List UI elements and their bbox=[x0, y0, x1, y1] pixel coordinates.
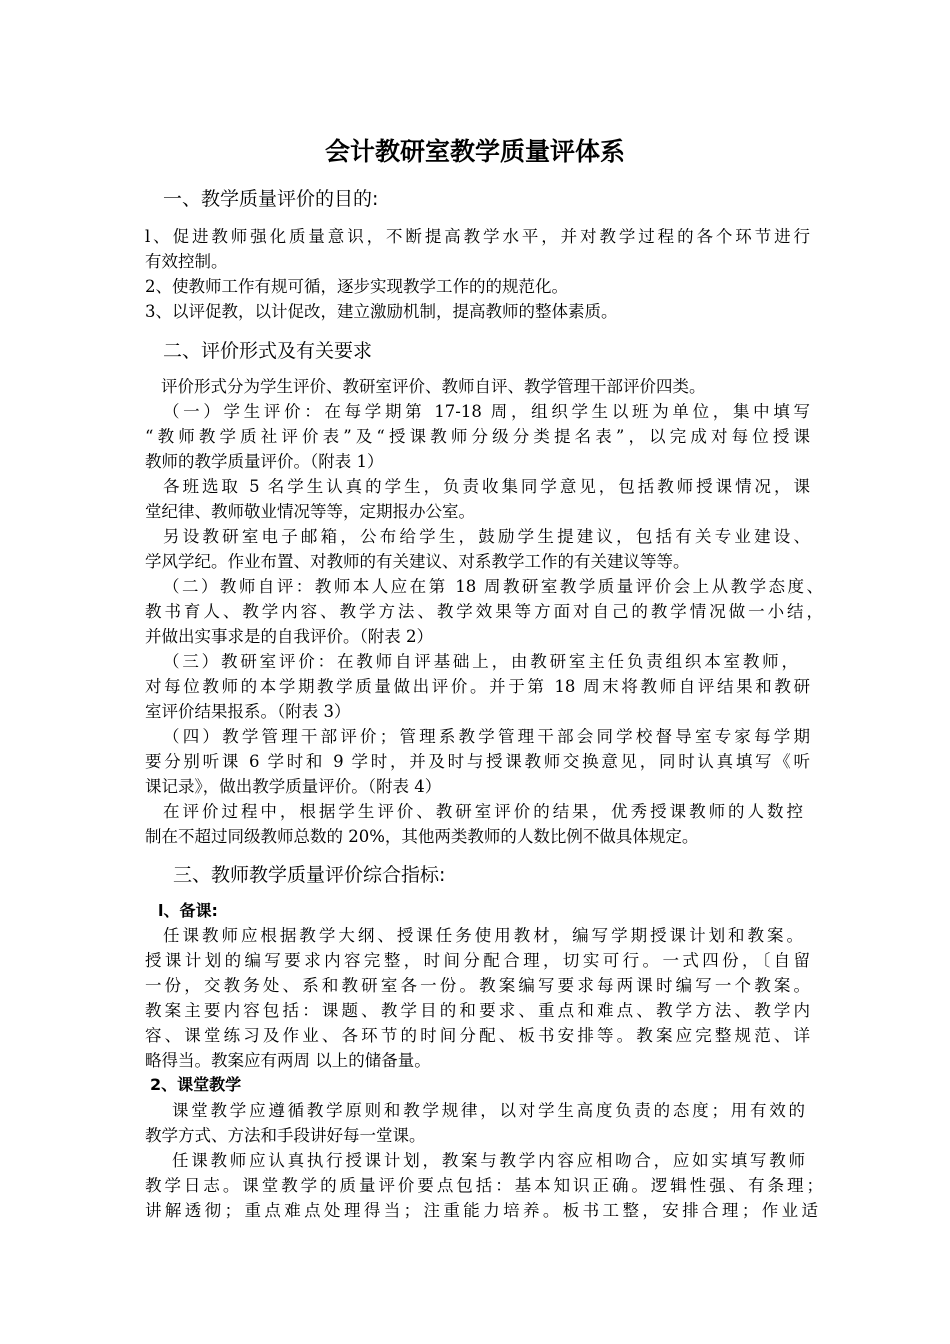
paragraph-line: 教案主要内容包括：课题、教学目的和要求、重点和难点、教学方法、教学内 bbox=[145, 1001, 810, 1020]
paragraph-line: 各班选取 5 名学生认真的学生，负责收集同学意见，包括教师授课情况，课 bbox=[163, 477, 810, 496]
paragraph-line: l、促进教师强化质量意识，不断提高教学水平，并对教学过程的各个环节进行 bbox=[145, 227, 810, 246]
paragraph-line: 2、使教师工作有规可循，逐步实现教学工作的的规范化。 bbox=[145, 277, 568, 296]
paragraph-line: 任课教师应认真执行授课计划，教案与教学内容应相吻合，应如实填写教师 bbox=[172, 1151, 805, 1170]
paragraph-line: 堂纪律、教师敬业情况等等，定期报办公室。 bbox=[145, 502, 475, 521]
paragraph-line: 学风学纪。作业布置、对教师的有关建议、对系教学工作的有关建议等等。 bbox=[145, 552, 690, 571]
paragraph-line: 在评价过程中，根据学生评价、教研室评价的结果，优秀授课教师的人数控 bbox=[163, 802, 803, 821]
paragraph-line: 略得当。教案应有两周 以上的储备量。 bbox=[145, 1051, 431, 1070]
section-1-heading: 一、教学质量评价的目的: bbox=[163, 188, 379, 210]
paragraph-line: 教师的教学质量评价。（附表 1） bbox=[145, 452, 384, 471]
paragraph-line: （二）教师自评：教师本人应在第 18 周教研室教学质量评价会上从教学态度、 bbox=[163, 577, 823, 596]
paragraph-line: 评价形式分为学生评价、教研室评价、教师自评、教学管理干部评价四类。 bbox=[161, 377, 706, 396]
section-3-heading: 三、教师教学质量评价综合指标: bbox=[173, 864, 446, 886]
paragraph-line: 一份，交教务处、系和教研室各一份。教案编写要求每两课时编写一个教案。 bbox=[145, 976, 810, 995]
paragraph-line: 容、课堂练习及作业、各环节的时间分配、板书安排等。教案应完整规范、详 bbox=[145, 1026, 810, 1045]
paragraph-line: 室评价结果报系。（附表 3） bbox=[145, 702, 351, 721]
paragraph-line: 制在不超过同级教师总数的 20%，其他两类教师的人数比例不做具体规定。 bbox=[145, 827, 699, 846]
subsection-heading-lesson-prep: l、备课: bbox=[158, 901, 218, 920]
paragraph-line: 教学方式、方法和手段讲好每一堂课。 bbox=[145, 1126, 426, 1145]
paragraph-line: 教学日志。课堂教学的质量评价要点包括：基本知识正确。逻辑性强、有条理； bbox=[145, 1176, 823, 1195]
paragraph-line: 3、以评促教，以计促改，建立激励机制，提高教师的整体素质。 bbox=[145, 302, 618, 321]
paragraph-line: 课堂教学应遵循教学原则和教学规律，以对学生高度负责的态度；用有效的 bbox=[172, 1101, 805, 1120]
paragraph-line: 另设教研室电子邮箱，公布给学生，鼓励学生提建议，包括有关专业建设、 bbox=[163, 527, 810, 546]
paragraph-line: 任课教师应根据教学大纲、授课任务使用教材，编写学期授课计划和教案。 bbox=[163, 926, 803, 945]
subsection-heading-classroom-teaching: 2、课堂教学 bbox=[150, 1075, 242, 1094]
paragraph-line: 课记录》，做出教学质量评价。（附表 4） bbox=[145, 777, 442, 796]
paragraph-line: （三）教研室评价：在教师自评基础上，由教研室主任负责组织本室教师， bbox=[163, 652, 798, 671]
section-2-heading: 二、评价形式及有关要求 bbox=[163, 340, 373, 362]
paragraph-line: 授课计划的编写要求内容完整，时间分配合理，切实可行。一式四份，〔自留 bbox=[145, 951, 810, 970]
paragraph-line: （四）教学管理干部评价；管理系教学管理干部会同学校督导室专家每学期 bbox=[163, 727, 810, 746]
paragraph-line: 教书育人、教学内容、教学方法、教学效果等方面对自己的教学情况做一小结， bbox=[145, 602, 823, 621]
paragraph-line: “教师教学质社评价表”及“授课教师分级分类提名表”，以完成对每位授课 bbox=[145, 427, 810, 446]
paragraph-line: （一）学生评价：在每学期第 17-18 周，组织学生以班为单位，集中填写 bbox=[163, 402, 810, 421]
paragraph-line: 对每位教师的本学期教学质量做出评价。并于第 18 周末将教师自评结果和教研 bbox=[145, 677, 810, 696]
paragraph-line: 有效控制。 bbox=[145, 252, 228, 271]
paragraph-line: 要分别听课 6 学时和 9 学时，并及时与授课教师交换意见，同时认真填写《听 bbox=[145, 752, 810, 771]
document-title: 会计教研室教学质量评体系 bbox=[324, 137, 625, 166]
paragraph-line: 讲解透彻；重点难点处理得当；注重能力培养。板书工整，安排合理；作业适 bbox=[145, 1201, 818, 1220]
paragraph-line: 并做出实事求是的自我评价。（附表 2） bbox=[145, 627, 433, 646]
